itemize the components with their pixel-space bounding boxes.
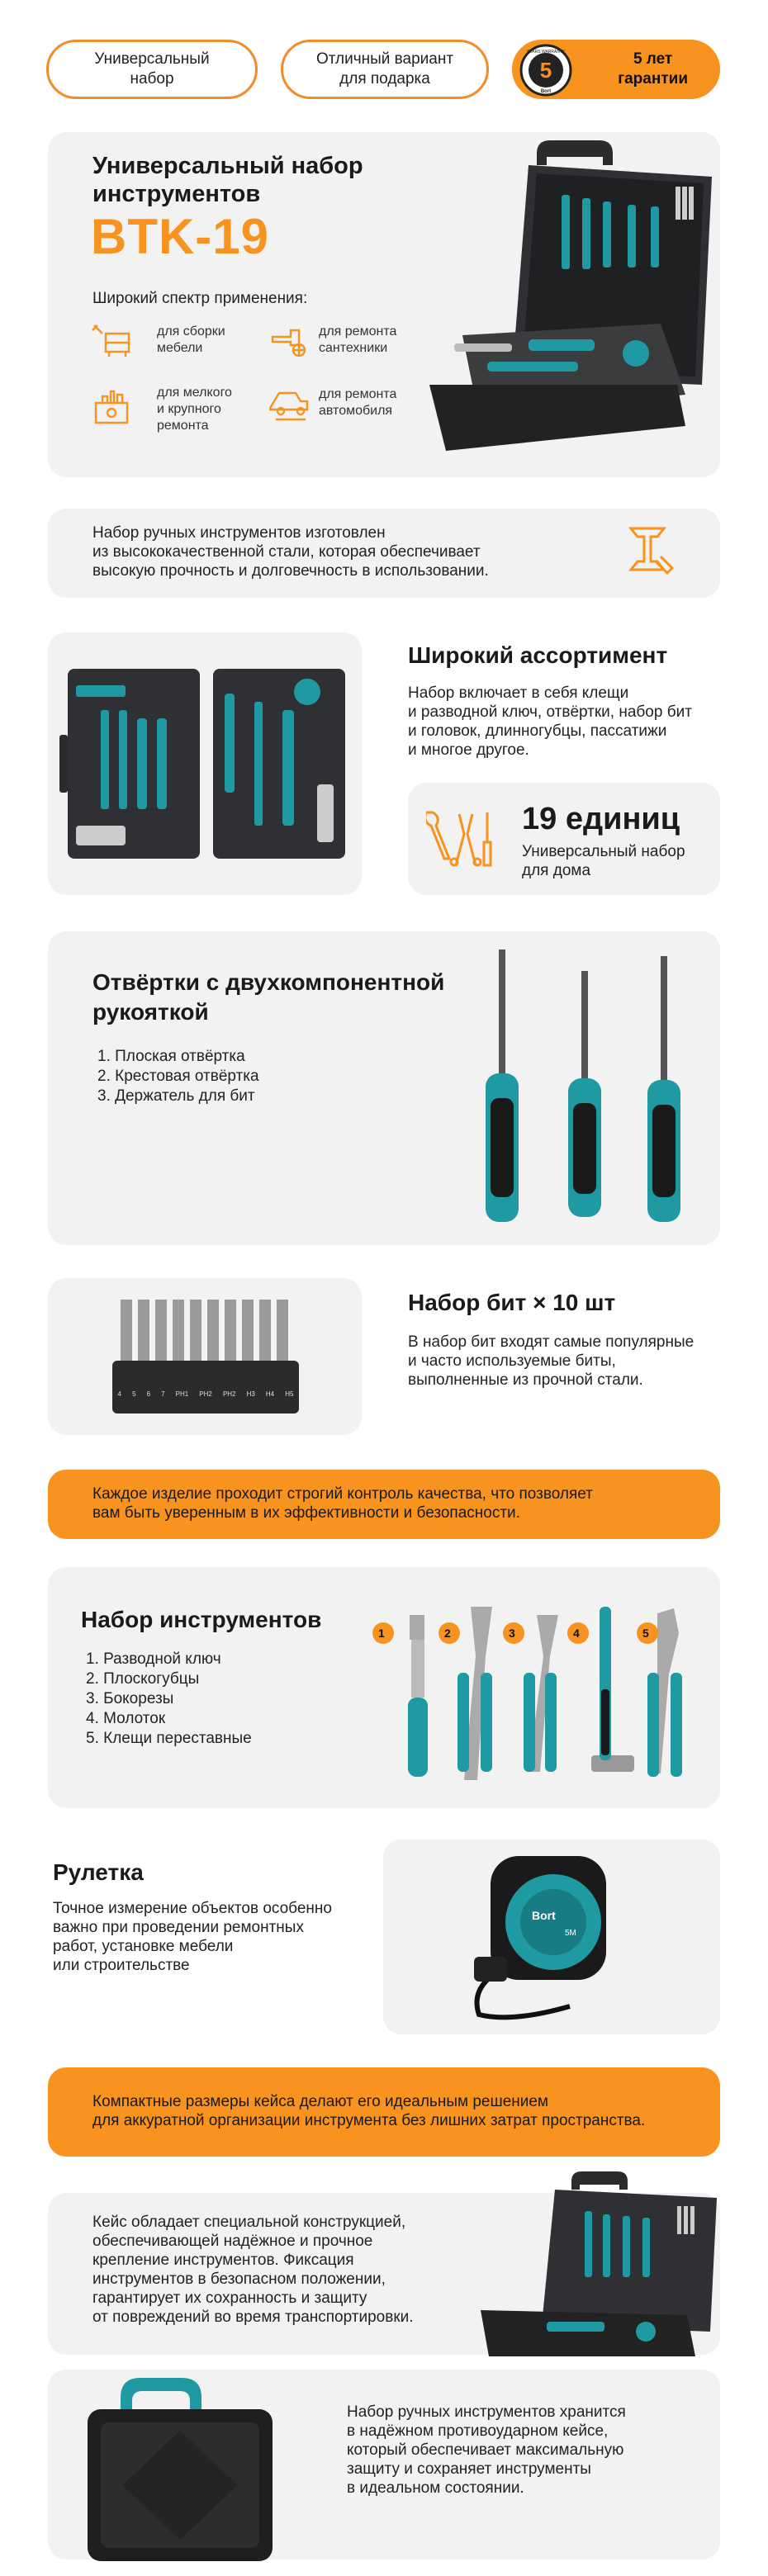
bit-label: 7 xyxy=(161,1390,165,1398)
warranty-stamp-number: 5 xyxy=(539,58,552,83)
use-plumbing-line2: сантехники xyxy=(319,341,388,355)
case-design-text xyxy=(92,2213,414,2327)
hero-title-line1: Универсальный набор xyxy=(92,153,363,179)
assortment-text-line3: и головок, длинногубцы, пассатижи xyxy=(408,722,667,740)
tool-badge-4: 4 xyxy=(573,1627,580,1640)
case-design-text-line4: инструментов в безопасном положении, xyxy=(92,2271,386,2288)
compact-text-line2: для аккуратной организации инструмента без лишних затрат пространства. xyxy=(92,2112,646,2129)
assortment-text-line1: Набор включает в себя клещи xyxy=(408,684,629,702)
bits-text-line2: и часто используемые биты, xyxy=(408,1352,616,1370)
warranty-stamp-ring-text: YEARS WARRANTY xyxy=(526,50,566,54)
bits-text-line3: выполненные из прочной стали. xyxy=(408,1371,643,1389)
use-repair-line2: и крупного xyxy=(157,402,221,416)
bits-text xyxy=(408,1333,694,1390)
tool-badge-2: 2 xyxy=(444,1627,451,1640)
use-car-line2: автомобиля xyxy=(319,404,393,418)
toolset-image xyxy=(372,1590,710,1788)
compact-text xyxy=(92,2092,645,2130)
use-repair xyxy=(157,385,232,434)
warranty-stamp-brand: Bort xyxy=(540,89,552,94)
screwdrivers-list xyxy=(97,1047,259,1106)
tape-size: 5M xyxy=(565,1929,576,1938)
case-storage-text-line5: в идеальном состоянии. xyxy=(347,2479,524,2497)
badge-universal-line2: набор xyxy=(130,70,174,88)
bits-title: Набор бит × 10 шт xyxy=(408,1290,616,1315)
case-design-text-line5: гарантирует их сохранность и защиту xyxy=(92,2290,367,2307)
warranty-stamp-icon xyxy=(519,43,573,97)
quality-text-line1: Каждое изделие проходит строгий контроль качества, что позволяет xyxy=(92,1485,593,1503)
repair-icon xyxy=(91,385,132,428)
assortment-case-image xyxy=(59,661,353,867)
badge-warranty-line2: гарантии xyxy=(618,70,688,88)
steel-text-line1: Набор ручных инструментов изготовлен xyxy=(92,524,386,542)
tape-text xyxy=(53,1899,332,1975)
case-design-text-line2: обеспечивающей надёжное и прочное xyxy=(92,2233,373,2250)
case-design-text-line1: Кейс обладает специальной конструкцией, xyxy=(92,2214,406,2231)
open-case-image xyxy=(472,2170,720,2361)
bits-holder xyxy=(112,1295,299,1418)
tool-badge-5: 5 xyxy=(642,1627,649,1640)
case-design-text-line3: крепление инструментов. Фиксация xyxy=(92,2252,354,2269)
quality-text xyxy=(92,1485,593,1522)
plumbing-icon xyxy=(269,322,311,360)
toolset-item-slip-pliers: 5. Клещи переставные xyxy=(86,1729,252,1749)
use-repair-line1: для мелкого xyxy=(157,386,232,400)
toolset-item-hammer: 4. Молоток xyxy=(86,1709,252,1729)
toolset-item-cutters: 3. Бокорезы xyxy=(86,1689,252,1709)
hero-title xyxy=(92,152,363,208)
use-plumbing-line1: для ремонта xyxy=(319,324,397,339)
tape-text-line4: или строительстве xyxy=(53,1957,190,1974)
hero-model: BTK-19 xyxy=(91,209,270,264)
tool-badge-3: 3 xyxy=(509,1627,515,1640)
use-furniture-line2: мебели xyxy=(157,341,203,355)
quality-text-line2: вам быть уверенным в их эффективности и безопасности. xyxy=(92,1504,520,1522)
tape-measure-image xyxy=(462,1849,628,2026)
use-furniture-line1: для сборки xyxy=(157,324,225,339)
badge-gift xyxy=(281,40,489,99)
use-car-line1: для ремонта xyxy=(319,387,397,401)
tape-brand: Bort xyxy=(532,1909,556,1922)
case-storage-text-line4: защиту и сохраняет инструменты xyxy=(347,2460,591,2478)
bits-holder-image xyxy=(112,1295,299,1418)
assortment-title: Широкий ассортимент xyxy=(408,642,668,668)
tape-text-line2: важно при проведении ремонтных xyxy=(53,1919,304,1936)
toolset-badges xyxy=(372,1625,710,1641)
steel-text-line2: из высококачественной стали, которая обеспечивает xyxy=(92,543,481,561)
tool-badge-1: 1 xyxy=(378,1627,385,1640)
tape-title: Рулетка xyxy=(53,1859,144,1885)
compact-text-line1: Компактные размеры кейса делают его идеальным решением xyxy=(92,2093,548,2110)
screwdriver-item-flat: 1. Плоская отвёртка xyxy=(97,1047,259,1067)
badge-warranty-line1: 5 лет xyxy=(633,50,673,68)
case-storage-text-line2: в надёжном противоударном кейсе, xyxy=(347,2422,609,2440)
bit-label: H5 xyxy=(285,1390,294,1398)
closed-case-image xyxy=(79,2373,281,2568)
count-text-line1: Универсальный набор xyxy=(522,843,685,860)
hero-scope-label: Широкий спектр применения: xyxy=(92,290,308,307)
car-repair-icon xyxy=(269,386,312,424)
case-design-text-line6: от повреждений во время транспортировки. xyxy=(92,2308,414,2326)
steel-text-line3: высокую прочность и долговечность в использовании. xyxy=(92,562,489,580)
case-storage-text-line3: который обеспечивает максимальную xyxy=(347,2441,624,2459)
bit-label: PH2 xyxy=(199,1390,212,1398)
use-plumbing xyxy=(319,324,396,357)
tape-text-line1: Точное измерение объектов особенно xyxy=(53,1900,332,1917)
count-value: 19 единиц xyxy=(522,802,680,836)
bits-labels xyxy=(112,1390,299,1398)
case-storage-text xyxy=(347,2403,626,2498)
badge-universal xyxy=(46,40,258,99)
bit-label: H4 xyxy=(265,1390,275,1398)
count-text-line2: для дома xyxy=(522,862,591,879)
assortment-text-line2: и разводной ключ, отвёртки, набор бит xyxy=(408,703,692,721)
furniture-assembly-icon xyxy=(91,322,132,360)
toolset-item-wrench: 1. Разводной ключ xyxy=(86,1650,252,1669)
screwdrivers-title xyxy=(92,968,444,1027)
count-text xyxy=(522,842,685,880)
tape-text-line3: работ, установке мебели xyxy=(53,1938,234,1955)
hero-title-line2: инструментов xyxy=(92,181,261,207)
screwdrivers-title-line2: рукояткой xyxy=(92,999,209,1025)
bit-label: H3 xyxy=(246,1390,255,1398)
toolset-list xyxy=(86,1650,252,1749)
toolset-title: Набор инструментов xyxy=(81,1607,322,1632)
screwdrivers-image xyxy=(471,949,710,1230)
screwdriver-item-bit-holder: 3. Держатель для бит xyxy=(97,1087,259,1106)
screwdriver-item-phillips: 2. Крестовая отвёртка xyxy=(97,1067,259,1087)
badge-universal-line1: Универсальный xyxy=(94,50,210,68)
steel-beam-icon xyxy=(624,523,679,581)
bit-label: 4 xyxy=(117,1390,121,1398)
toolset-item-pliers: 2. Плоскогубцы xyxy=(86,1669,252,1689)
bits-text-line1: В набор бит входят самые популярные xyxy=(408,1333,695,1351)
assortment-text xyxy=(408,684,692,760)
assortment-text-line4: и многое другое. xyxy=(408,741,529,759)
bit-label: PH1 xyxy=(175,1390,189,1398)
badge-gift-line2: для подарка xyxy=(339,70,430,88)
use-car xyxy=(319,386,396,419)
bit-label: 5 xyxy=(132,1390,136,1398)
bit-label: 6 xyxy=(146,1390,151,1398)
hero-case-image xyxy=(413,137,720,462)
badge-gift-line1: Отличный вариант xyxy=(315,50,454,68)
tools-icon xyxy=(426,807,500,870)
bit-label: PH2 xyxy=(222,1390,236,1398)
use-furniture xyxy=(157,324,225,357)
use-repair-line3: ремонта xyxy=(157,419,209,433)
steel-text xyxy=(92,523,489,580)
screwdrivers-title-line1: Отвёртки с двухкомпонентной xyxy=(92,969,445,995)
case-storage-text-line1: Набор ручных инструментов хранится xyxy=(347,2403,626,2421)
